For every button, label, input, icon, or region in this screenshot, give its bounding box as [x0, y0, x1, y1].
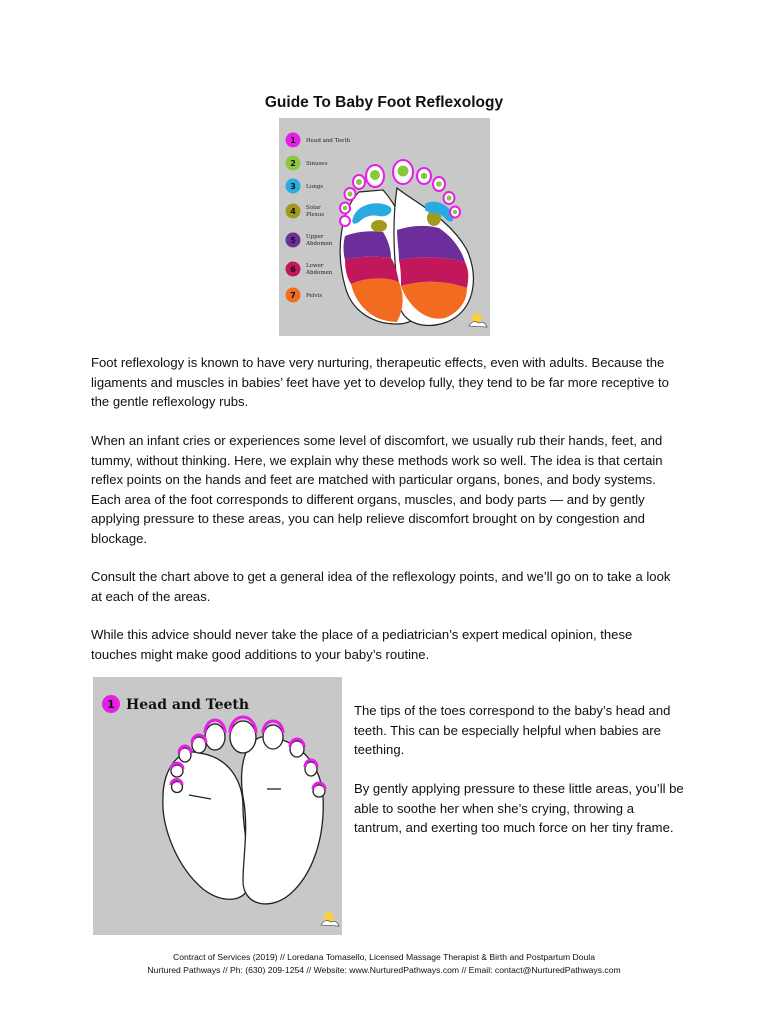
section-text-2: By gently applying pressure to these little areas, you’ll be able to soothe her when she’s crying, throwing a tantrum, and exerting too much force on her tiny frame. — [354, 781, 684, 835]
paragraph-disclaimer: While this advice should never take the place of a pediatrician’s expert medical opinion, these touches might make good additions to your baby’s routine. — [91, 627, 633, 662]
head-and-teeth-illustration — [93, 677, 342, 935]
page-footer — [0, 951, 768, 977]
legend-label-2: Sinuses — [306, 161, 328, 167]
paragraph-consult: Consult the chart above to get a general idea of the reflexology points, and we’ll go on to take a look at each of the areas. — [91, 569, 671, 604]
legend-label-4b: Plexus — [306, 212, 325, 218]
legend-item-6 — [286, 262, 333, 277]
section-number: 1 — [107, 698, 115, 711]
sun-cloud-logo-icon — [321, 912, 339, 926]
paragraph-intro: Foot reflexology is known to have very nurturing, therapeutic effects, even with adults. Because the ligaments and muscles in babies’ feet have yet to develop fully, they tend to be far more receptive to the gentle reflexology rubs. — [91, 355, 669, 409]
reflexology-chart — [279, 118, 490, 336]
section-heading: Head and Teeth — [126, 697, 250, 713]
legend-item-4 — [286, 204, 325, 219]
svg-text:5: 5 — [290, 236, 296, 245]
svg-text:7: 7 — [290, 291, 296, 300]
legend-item-3 — [286, 179, 324, 194]
svg-text:1: 1 — [290, 136, 296, 145]
svg-text:3: 3 — [290, 182, 296, 191]
footer-line-1: Contract of Services (2019) // Loredana Tomasello, Licensed Massage Therapist & Birth and Postpartum Doula — [173, 952, 595, 962]
legend-item-5 — [286, 233, 333, 248]
legend-item-2 — [286, 156, 328, 171]
section-text-1: The tips of the toes correspond to the baby’s head and teeth. This can be especially helpful when babies are teething. — [354, 703, 671, 757]
section-badge — [102, 695, 249, 713]
svg-text:4: 4 — [290, 207, 296, 216]
legend-label-6b: Abdomen — [306, 270, 333, 276]
footer-line-2: Nurtured Pathways // Ph: (630) 209-1254 // Website: www.NurturedPathways.com // Email: contact@NurturedPathways.com — [147, 965, 621, 975]
legend-label-4a: Solar — [306, 205, 321, 211]
legend-label-6a: Lower — [306, 263, 324, 269]
legend-label-5b: Abdomen — [306, 241, 333, 247]
legend-label-7: Pelvis — [306, 293, 323, 299]
baby-feet-illustration — [340, 160, 473, 325]
legend-item-7 — [286, 288, 323, 303]
svg-text:6: 6 — [290, 265, 296, 274]
legend-item-1 — [286, 133, 351, 148]
legend-label-5a: Upper — [306, 234, 324, 240]
svg-text:2: 2 — [290, 159, 296, 168]
legend-label-1: Head and Teeth — [306, 138, 351, 144]
paragraph-explanation: When an infant cries or experiences some level of discomfort, we usually rub their hands, feet, and tummy, without thinking. Here, we explain why these methods work so well. The idea is that certain reflex points on the hands and feet are matched with particular organs, bones, and body systems. Each area of the foot corresponds to different organs, muscles, and body parts — and by gently applying pressure to these areas, you can help relieve discomfort brought on by congestion and blockage. — [91, 433, 663, 546]
legend-label-3: Lungs — [306, 184, 324, 190]
document-title: Guide To Baby Foot Reflexology — [264, 94, 504, 111]
reflexology-chart-graphic — [279, 118, 490, 336]
sun-cloud-logo-icon — [469, 313, 487, 327]
